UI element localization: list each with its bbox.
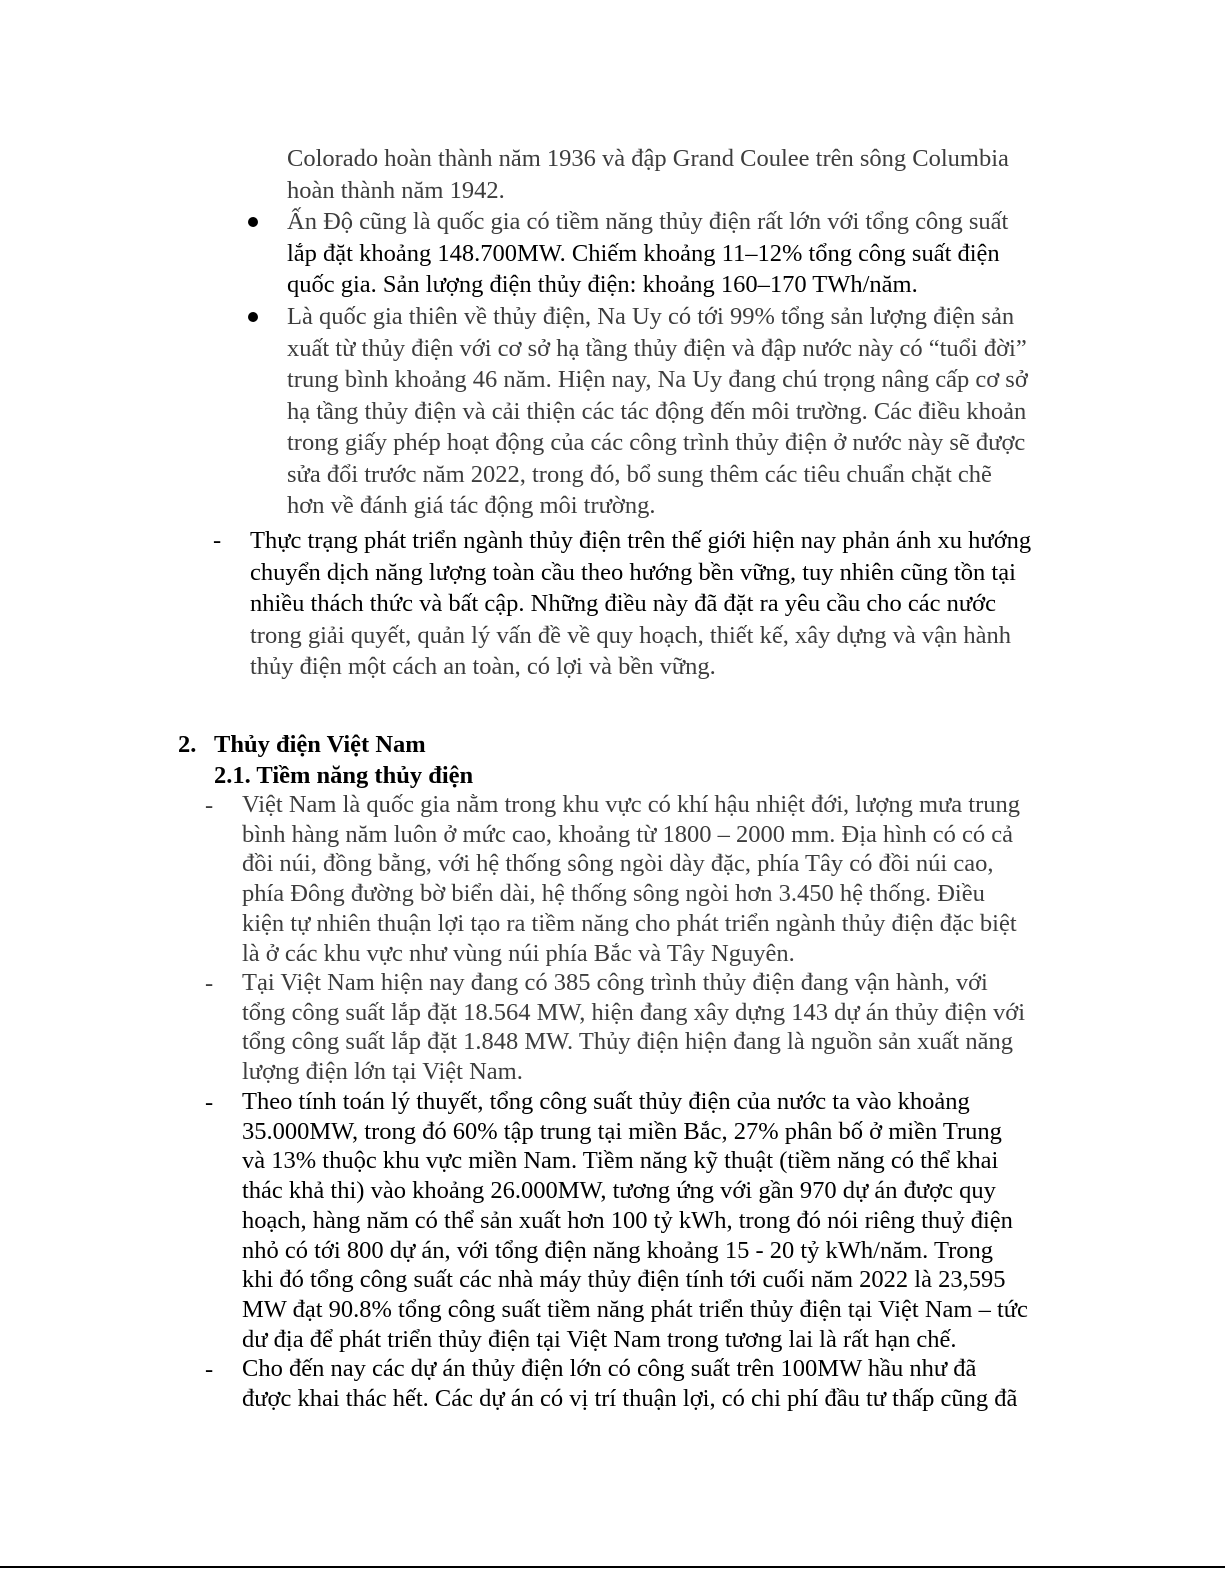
text-line: Cho đến nay các dự án thủy điện lớn có công suất trên 100MW hầu như đã [242,1355,977,1382]
text-line: Theo tính toán lý thuyết, tổng công suất thủy điện của nước ta vào khoảng [242,1088,970,1115]
text-line: quốc gia. Sản lượng điện thủy điện: khoảng 160–170 TWh/năm. [287,271,918,298]
text-line: chuyển dịch năng lượng toàn cầu theo hướng bền vững, tuy nhiên cũng tồn tại [250,558,1016,586]
text-line: nhỏ có tới 800 dự án, với tổng điện năng khoảng 15 - 20 tỷ kWh/năm. Trong [242,1236,993,1264]
text-line: Việt Nam là quốc gia nằm trong khu vực có khí hậu nhiệt đới, lượng mưa trung [242,791,1021,818]
text-line: Là quốc gia thiên về thủy điện, Na Uy có tới 99% tổng sản lượng điện sản [287,303,1015,330]
text-line: lắp đặt khoảng 148.700MW. Chiếm khoảng 11–12% tổng công suất điện [287,239,1000,267]
text-line: đồi núi, đồng bằng, với hệ thống sông ngòi dày đặc, phía Tây có đồi núi cao, [242,850,994,878]
vn-plants-paragraph [242,968,1082,1087]
world-hydropower-summary [250,525,1080,683]
text-line: 35.000MW, trong đó 60% tập trung tại miền Bắc, 27% phân bố ở miền Trung [242,1117,1002,1145]
vn-large-projects-paragraph [242,1354,1082,1413]
text-line: phía Đông đường bờ biển dài, hệ thống sông ngòi hơn 3.450 hệ thống. Điều [242,880,985,908]
dash-marker: - [205,1356,214,1383]
text-line: được khai thác hết. Các dự án có vị trí thuận lợi, có chi phí đầu tư thấp cũng đã [242,1384,1018,1412]
text-line: tổng công suất lắp đặt 1.848 MW. Thủy điện hiện đang là nguồn sản xuất năng [242,1028,1013,1056]
dash-marker: - [205,1089,214,1116]
text-line: kiện tự nhiên thuận lợi tạo ra tiềm năng cho phát triển ngành thủy điện đặc biệt [242,909,1017,937]
text-line: hơn về đánh giá tác động môi trường. [287,492,656,519]
text-line: lượng điện lớn tại Việt Nam. [242,1058,523,1086]
text-line: khi đó tổng công suất các nhà máy thủy điện tính tới cuối năm 2022 là 23,595 [242,1266,1006,1294]
text-line: hoạch, hàng năm có thể sản xuất hơn 100 tỷ kWh, trong đó nói riêng thuỷ điện [242,1206,1013,1234]
text-line: Tại Việt Nam hiện nay đang có 385 công trình thủy điện đang vận hành, với [242,969,988,996]
page-bottom-border [0,1566,1225,1568]
subsection-heading: 2.1. Tiềm năng thủy điện [214,762,474,789]
text-line: Thực trạng phát triển ngành thủy điện trên thế giới hiện nay phản ánh xu hướng [250,527,1032,554]
section-heading [178,731,426,759]
dash-marker: - [205,970,214,997]
text-line: hoàn thành năm 1942. [287,176,505,204]
text-line: Colorado hoàn thành năm 1936 và đập Grand Coulee trên sông Columbia [287,145,1009,172]
text-line: nhiều thách thức và bất cập. Những điều này đã đặt ra yêu cầu cho các nước [250,590,996,617]
text-line: Ấn Độ cũng là quốc gia có tiềm năng thủy điện rất lớn với tổng công suất [287,208,1009,235]
continuation-paragraph [287,143,1077,206]
text-line: trung bình khoảng 46 năm. Hiện nay, Na Uy đang chú trọng nâng cấp cơ sở [287,366,1028,393]
text-line: trong giấy phép hoạt động của các công trình thủy điện ở nước này sẽ được [287,429,1026,456]
text-line: bình hàng năm luôn ở mức cao, khoảng từ 1800 – 2000 mm. Địa hình có có cả [242,820,1013,848]
vn-climate-paragraph [242,790,1082,968]
section-title: Thủy điện Việt Nam [214,731,426,758]
bullet-item-norway [287,301,1077,522]
text-line: là ở các khu vực như vùng núi phía Bắc và Tây Nguyên. [242,939,795,967]
text-line: xuất từ thủy điện với cơ sở hạ tầng thủy điện và đập nước này có “tuổi đời” [287,334,1027,362]
bullet-icon [248,217,258,227]
text-line: và 13% thuộc khu vực miền Nam. Tiềm năng kỹ thuật (tiềm năng có thể khai [242,1147,999,1175]
bullet-item-india [287,206,1077,301]
text-line: hạ tầng thủy điện và cải thiện các tác động đến môi trường. Các điều khoản [287,397,1027,425]
text-line: thác khả thi) vào khoảng 26.000MW, tương ứng với gần 970 dự án được quy [242,1177,996,1205]
vn-capacity-paragraph [242,1087,1082,1354]
dash-marker: - [205,792,214,819]
text-line: trong giải quyết, quản lý vấn đề về quy hoạch, thiết kế, xây dựng và vận hành [250,621,1012,649]
dash-marker: - [213,527,222,554]
bullet-icon [248,312,258,322]
text-line: tổng công suất lắp đặt 18.564 MW, hiện đang xây dựng 143 dự án thủy điện với [242,998,1026,1026]
text-line: sửa đổi trước năm 2022, trong đó, bổ sung thêm các tiêu chuẩn chặt chẽ [287,460,992,488]
text-line: dư địa để phát triển thủy điện tại Việt Nam trong tương lai là rất hạn chế. [242,1325,957,1353]
text-line: MW đạt 90.8% tổng công suất tiềm năng phát triển thủy điện tại Việt Nam – tức [242,1295,1028,1323]
section-number: 2. [178,731,197,758]
text-line: thủy điện một cách an toàn, có lợi và bền vững. [250,653,716,680]
